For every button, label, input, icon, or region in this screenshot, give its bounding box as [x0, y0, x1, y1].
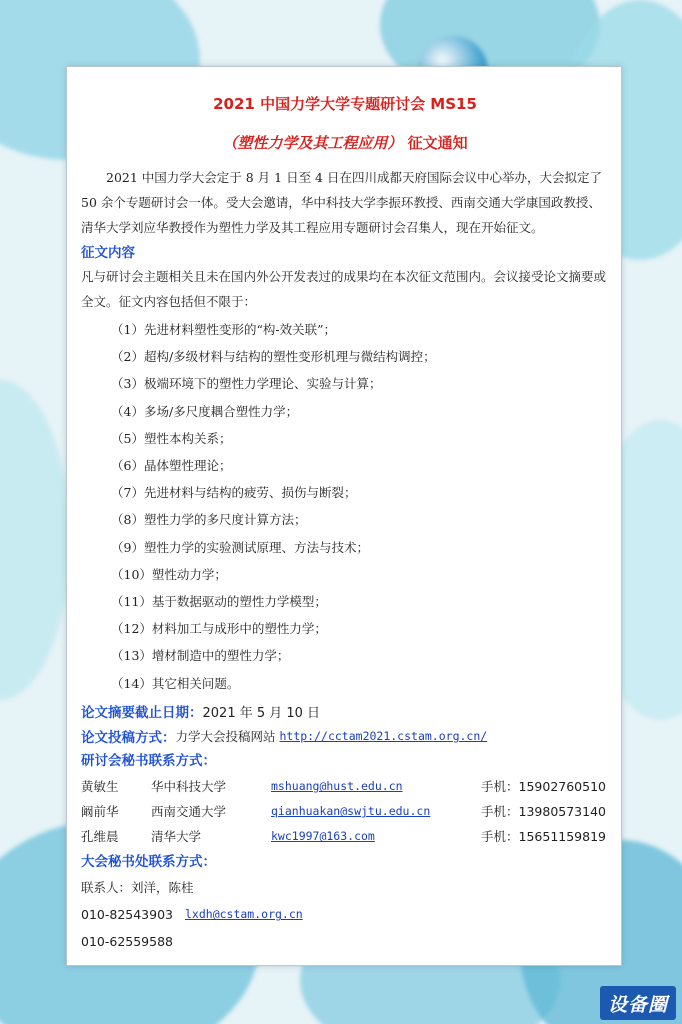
office-phone-2: 010-62559588 — [81, 933, 173, 949]
secretary-org: 西南交通大学 — [151, 804, 227, 820]
secretary-name: 黄敏生 — [81, 779, 119, 795]
list-item: （5）塑性本构关系； — [111, 430, 232, 446]
list-item: （8）塑性力学的多尺度计算方法； — [111, 512, 307, 528]
office-phone-email-row — [81, 901, 609, 928]
secretary-heading: 研讨会秘书联系方式： — [81, 752, 216, 769]
subtitle-topic: （塑性力学及其工程应用） — [222, 134, 403, 152]
list-item: （12）材料加工与成形中的塑性力学； — [111, 621, 327, 637]
secretary-name: 孔维晨 — [81, 829, 119, 845]
table-row — [81, 774, 609, 799]
secretary-email[interactable]: mshuang@hust.edu.cn — [271, 779, 403, 794]
secretary-org: 清华大学 — [151, 829, 202, 845]
secretary-name: 阚前华 — [81, 804, 119, 820]
secretary-org: 华中科技大学 — [151, 779, 227, 795]
secretary-phone: 13980573140 — [518, 803, 606, 819]
list-item: （4）多场/多尺度耦合塑性力学； — [111, 403, 299, 419]
submission-text: 力学大会投稿网站 — [175, 729, 280, 745]
list-item: （1）先进材料塑性变形的“构-效关联”； — [111, 322, 336, 337]
list-item: （13）增材制造中的塑性力学； — [111, 648, 290, 664]
subtitle-suffix: 征文通知 — [402, 134, 468, 152]
content-description: 凡与研讨会主题相关且未在国内外公开发表过的成果均在本次征文范围内。会议接受论文摘要或全文。征文内容包括但不限于： — [81, 269, 607, 309]
secretary-email[interactable]: qianhuakan@swjtu.edu.cn — [271, 804, 431, 819]
list-item: （9）塑性力学的实验测试原理、方法与技术； — [111, 539, 369, 555]
list-item: （6）晶体塑性理论； — [111, 458, 232, 474]
list-item: （3）极端环境下的塑性力学理论、实验与计算； — [111, 376, 382, 392]
table-row — [81, 799, 609, 824]
notice-card — [66, 66, 622, 966]
phone-label: 手机： — [481, 829, 519, 845]
secretary-phone: 15902760510 — [518, 778, 606, 794]
deadline-row — [81, 699, 609, 724]
topic-list — [81, 316, 609, 697]
secretary-table — [81, 774, 609, 849]
list-item: （11）基于数据驱动的塑性力学模型； — [111, 594, 327, 610]
deadline-value: 2021 年 5 月 10 日 — [202, 705, 321, 721]
office-heading: 大会秘书处联系方式： — [81, 853, 216, 870]
submission-link[interactable]: http://cctam2021.cstam.org.cn/ — [279, 729, 488, 744]
list-item: （14）其它相关问题。 — [111, 675, 240, 691]
intro-paragraph: 2021 中国力学大会定于 8 月 1 日至 4 日在四川成都天府国际会议中心举办，大会拟定了 50 余个专题研讨会一体。受大会邀请，华中科技大学李振环教授、西南交通大学康国政教授、清华大学刘应华教授作为塑性力学及其工程应用专题研讨会召集人，现在开始征文。 — [81, 170, 602, 235]
submission-row — [81, 724, 609, 749]
list-item: （7）先进材料与结构的疲劳、损伤与断裂； — [111, 485, 357, 501]
deadline-label: 论文摘要截止日期： — [81, 705, 203, 722]
secretary-email[interactable]: kwc1997@163.com — [271, 829, 375, 844]
section-heading-content: 征文内容 — [81, 245, 135, 261]
list-item: （2）超构/多级材料与结构的塑性变形机理与微结构调控； — [111, 349, 436, 365]
phone-label: 手机： — [481, 779, 519, 795]
table-row — [81, 824, 609, 849]
submission-label: 论文投稿方式： — [81, 730, 176, 747]
notice-title: 2021 中国力学大学专题研讨会 MS15 — [213, 95, 477, 113]
office-contact: 联系人：刘洋，陈桂 — [81, 879, 194, 895]
office-phone: 010-82543903 — [81, 906, 173, 922]
office-email[interactable]: lxdh@cstam.org.cn — [185, 907, 303, 922]
watermark-logo: 设备圈 — [600, 986, 676, 1020]
list-item: （10）塑性动力学； — [111, 566, 227, 582]
notice-subtitle — [81, 132, 609, 153]
phone-label: 手机： — [481, 804, 519, 820]
watercolor-blob — [0, 380, 70, 700]
secretary-phone: 15651159819 — [518, 828, 606, 844]
